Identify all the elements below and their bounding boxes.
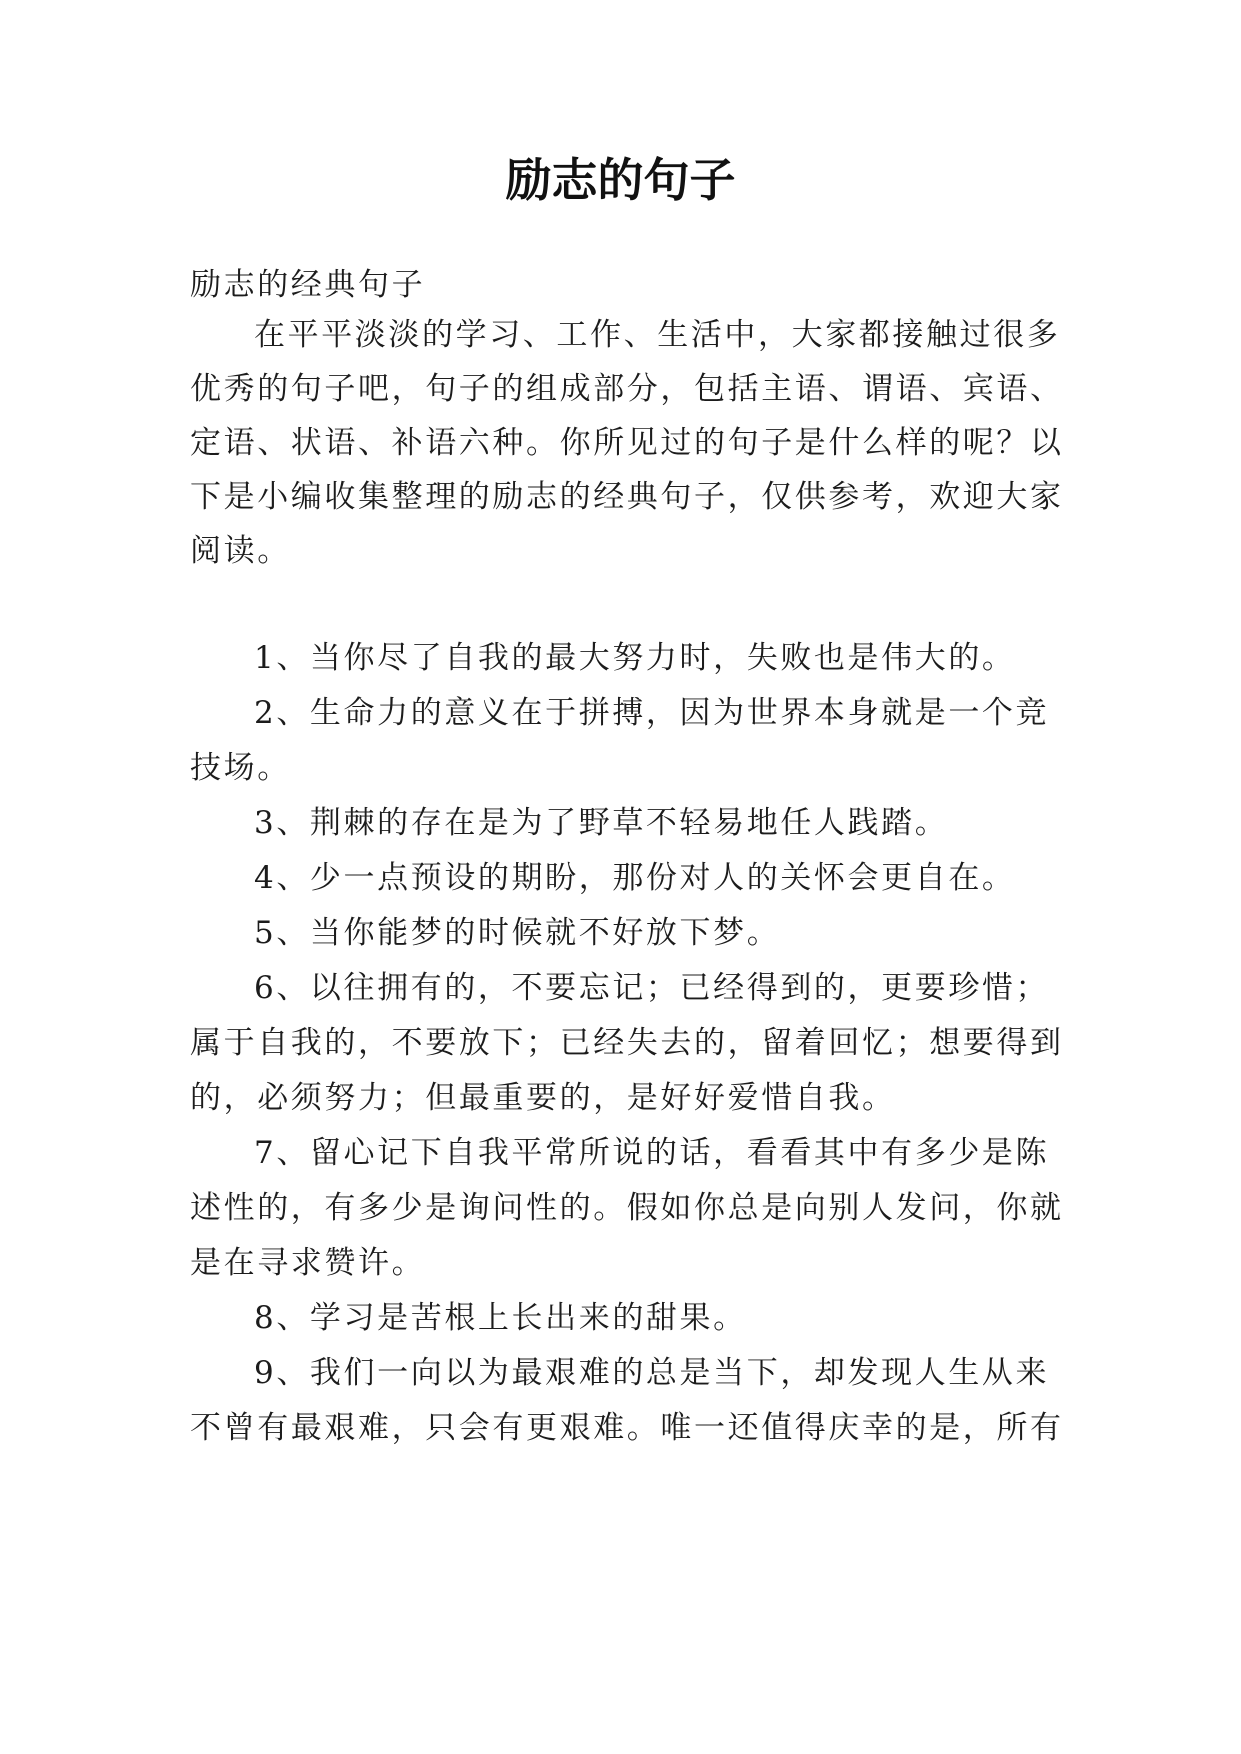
sentence-continuation: 的，必须努力；但最重要的，是好好爱惜自我。 (190, 1080, 896, 1116)
sentence-continuation: 是在寻求赞许。 (190, 1245, 426, 1281)
intro-line: 定语、状语、补语六种。你所见过的句子是什么样的呢？以 (190, 425, 1064, 461)
intro-line: 下是小编收集整理的励志的经典句子，仅供参考，欢迎大家 (190, 479, 1064, 515)
intro-line: 阅读。 (190, 533, 291, 569)
intro-line: 优秀的句子吧，句子的组成部分，包括主语、谓语、宾语、 (190, 371, 1064, 407)
sentence-item: 6、以往拥有的，不要忘记；已经得到的，更要珍惜； (254, 970, 1050, 1006)
sentence-continuation: 不曾有最艰难，只会有更艰难。唯一还值得庆幸的是，所有 (190, 1410, 1064, 1446)
page-title: 励志的句子 (505, 153, 736, 207)
sentence-continuation: 述性的，有多少是询问性的。假如你总是向别人发问，你就 (190, 1190, 1064, 1226)
sentence-item: 5、当你能梦的时候就不好放下梦。 (254, 915, 781, 951)
sentence-item: 9、我们一向以为最艰难的总是当下，却发现人生从来 (254, 1355, 1050, 1391)
sentence-item: 3、荆棘的存在是为了野草不轻易地任人践踏。 (254, 805, 949, 841)
sentence-item: 4、少一点预设的期盼，那份对人的关怀会更自在。 (254, 860, 1016, 896)
sentence-continuation: 属于自我的，不要放下；已经失去的，留着回忆；想要得到 (190, 1025, 1064, 1061)
section-subtitle: 励志的经典句子 (190, 267, 426, 303)
sentence-item: 8、学习是苦根上长出来的甜果。 (254, 1300, 747, 1336)
sentence-continuation: 技场。 (190, 750, 291, 786)
sentence-item: 2、生命力的意义在于拼搏，因为世界本身就是一个竞 (254, 695, 1050, 731)
intro-line: 在平平淡淡的学习、工作、生活中，大家都接触过很多 (254, 317, 1061, 353)
sentence-item: 1、当你尽了自我的最大努力时，失败也是伟大的。 (254, 640, 1016, 676)
sentence-item: 7、留心记下自我平常所说的话，看看其中有多少是陈 (254, 1135, 1050, 1171)
